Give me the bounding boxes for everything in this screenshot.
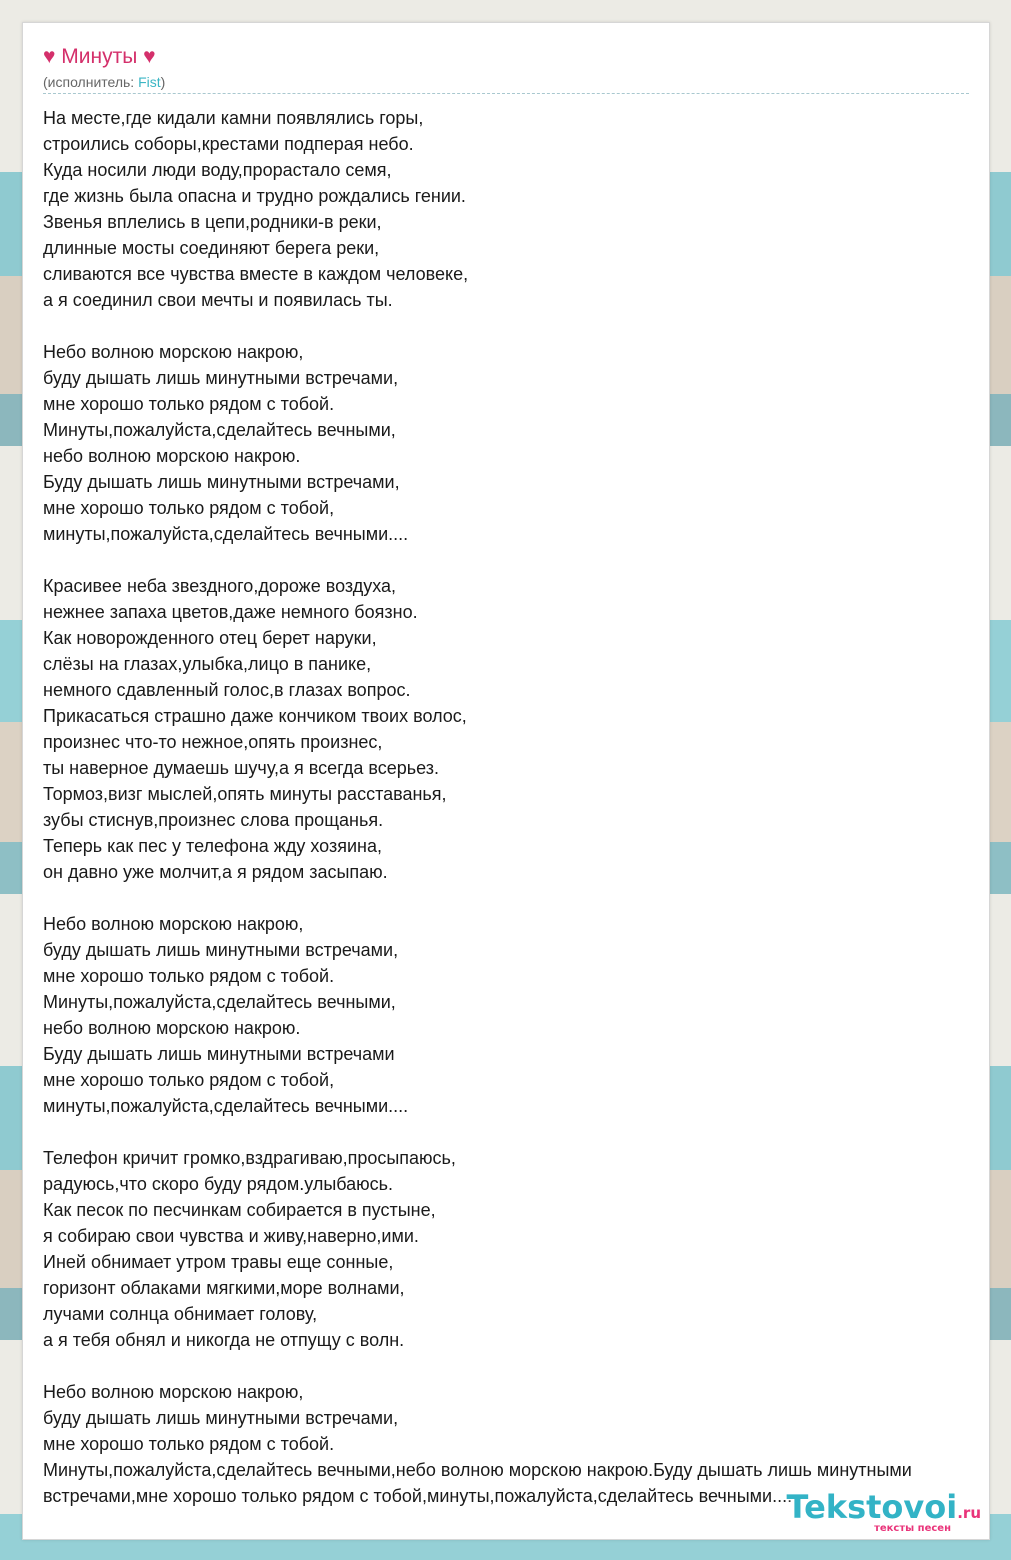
lyric-line: мне хорошо только рядом с тобой. [43,1434,335,1454]
lyric-line: Буду дышать лишь минутными встречами, [43,472,400,492]
title-divider [43,93,969,94]
lyric-line: На месте,где кидали камни появлялись горы, [43,108,424,128]
lyric-line: где жизнь была опасна и трудно рождались гении. [43,186,466,206]
lyric-line: слёзы на глазах,улыбка,лицо в панике, [43,654,372,674]
lyric-line: Телефон кричит громко,вздрагиваю,просыпаюсь, [43,1148,456,1168]
lyric-line: буду дышать лишь минутными встречами, [43,368,399,388]
lyric-line: он давно уже молчит,а я рядом засыпаю. [43,862,388,882]
lyric-line: Теперь как пес у телефона жду хозяина, [43,836,382,856]
performer-prefix: (исполнитель: [43,74,139,90]
lyric-line: мне хорошо только рядом с тобой. [43,394,335,414]
lyric-line: сливаются все чувства вместе в каждом человеке, [43,264,469,284]
lyrics-stanza [43,573,990,885]
lyric-line: а я тебя обнял и никогда не отпущу с волн. [43,1330,405,1350]
lyrics-stanza [43,911,990,1119]
lyrics-sheet [22,22,990,1540]
lyric-line: Как песок по песчинкам собирается в пустыне, [43,1200,436,1220]
lyrics-text [43,105,990,1535]
lyric-line: мне хорошо только рядом с тобой, [43,1070,335,1090]
lyric-line: Небо волною морскою накрою, [43,1382,304,1402]
lyric-line: длинные мосты соединяют берега реки, [43,238,380,258]
lyric-line: произнес что-то нежное,опять произнес, [43,732,383,752]
lyric-line: Прикасаться страшно даже кончиком твоих волос, [43,706,467,726]
lyric-line: строились соборы,крестами подперая небо. [43,134,414,154]
site-logo[interactable] [786,1488,981,1534]
lyric-line: горизонт облаками мягкими,море волнами, [43,1278,405,1298]
logo-wordmark: Tekstovoi [786,1488,958,1526]
lyric-line: мне хорошо только рядом с тобой, [43,498,335,518]
lyrics-stanza [43,1145,990,1353]
lyric-line: Минуты,пожалуйста,сделайтесь вечными, [43,420,396,440]
lyric-line: радуюсь,что скоро буду рядом.улыбаюсь. [43,1174,394,1194]
lyric-line: Буду дышать лишь минутными встречами [43,1044,395,1064]
lyrics-stanza [43,105,990,313]
lyric-line: минуты,пожалуйста,сделайтесь вечными.... [43,1096,409,1116]
lyric-line: минуты,пожалуйста,сделайтесь вечными.... [43,524,409,544]
lyric-line: Небо волною морскою накрою, [43,914,304,934]
logo-domain: .ru [957,1504,981,1522]
lyric-line: Тормоз,визг мыслей,опять минуты расставанья, [43,784,447,804]
song-title: ♥ Минуты ♥ [43,45,156,68]
lyric-line: Иней обнимает утром травы еще сонные, [43,1252,394,1272]
lyric-line: ты наверное думаешь шучу,а я всегда всерьез. [43,758,440,778]
lyric-line: немного сдавленный голос,в глазах вопрос. [43,680,411,700]
lyric-line: Минуты,пожалуйста,сделайтесь вечными, [43,992,396,1012]
lyric-line: Небо волною морскою накрою, [43,342,304,362]
lyric-line: Куда носили люди воду,прорастало семя, [43,160,392,180]
lyric-line: небо волною морскою накрою. [43,1018,301,1038]
lyric-line: я собираю свои чувства и живу,наверно,ими. [43,1226,419,1246]
lyric-line: лучами солнца обнимает голову, [43,1304,318,1324]
lyric-line: зубы стиснув,произнес слова прощанья. [43,810,384,830]
lyric-line: буду дышать лишь минутными встречами, [43,940,399,960]
logo-tagline: тексты песен [874,1523,951,1534]
lyric-line: нежнее запаха цветов,даже немного боязно. [43,602,418,622]
lyric-line: Как новорожденного отец берет наруки, [43,628,377,648]
lyric-line: а я соединил свои мечты и появилась ты. [43,290,393,310]
lyric-line: встречами,мне хорошо только рядом с тобой,минуты,пожалуйста,сделайтесь вечными.... [43,1486,793,1506]
performer-link[interactable]: Fist [138,74,161,90]
lyric-line: мне хорошо только рядом с тобой. [43,966,335,986]
performer-line [43,74,165,90]
lyric-line: буду дышать лишь минутными встречами, [43,1408,399,1428]
lyric-line: Минуты,пожалуйста,сделайтесь вечными,небо волною морскою накрою.Буду дышать лишь минутными [43,1460,912,1480]
lyric-line: Красивее неба звездного,дороже воздуха, [43,576,397,596]
performer-suffix: ) [160,74,166,90]
lyrics-stanza [43,339,990,547]
lyric-line: небо волною морскою накрою. [43,446,301,466]
lyric-line: Звенья вплелись в цепи,родники-в реки, [43,212,382,232]
